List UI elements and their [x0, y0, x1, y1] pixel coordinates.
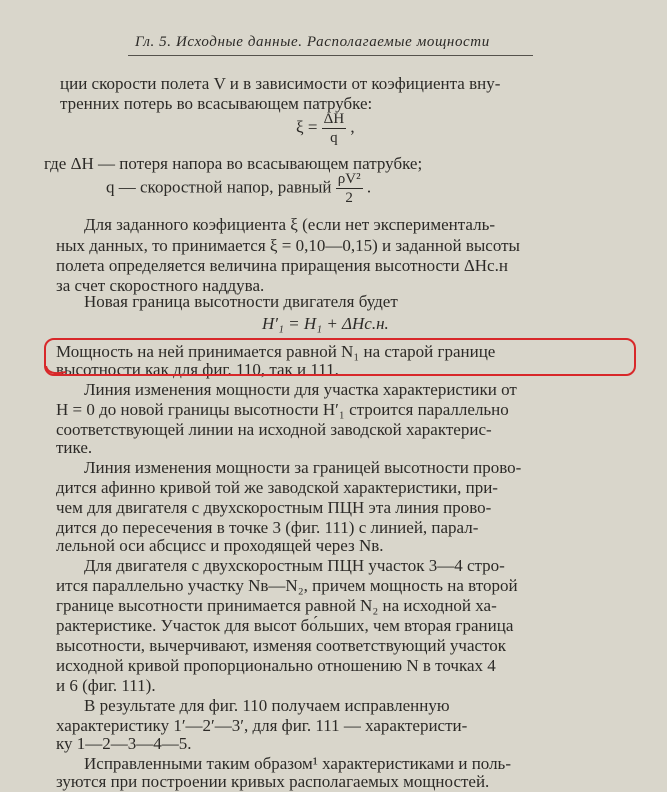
- text-line: характеристику 1′—2′—3′, для фиг. 111 — характеристи-: [56, 716, 468, 735]
- text-line: высотности как для фиг. 110, так и 111.: [56, 360, 339, 379]
- text-line: Линия изменения мощности для участка характеристики от: [84, 380, 517, 399]
- fraction: [322, 110, 346, 147]
- text-line: соответствующей линии на исходной заводской характерис-: [56, 420, 492, 439]
- formula-xi: [296, 110, 355, 147]
- text-line: чем для двигателя с двухскоростным ПЦН эта линия прово-: [56, 498, 492, 517]
- red-annotation-box: [44, 338, 636, 376]
- text-line: В результате для фиг. 110 получаем исправленную: [84, 696, 450, 715]
- text-line: Исправленными таким образом¹ характеристиками и поль-: [84, 754, 511, 773]
- text-line: Для заданного коэфициента ξ (если нет эксперименталь-: [84, 215, 495, 234]
- text-line: Линия изменения мощности за границей высотности прово-: [84, 458, 522, 477]
- fraction-denominator: q: [330, 130, 338, 146]
- header-rule: [128, 55, 533, 56]
- formula-tail: .: [366, 177, 372, 197]
- text-line: и 6 (фиг. 111).: [56, 676, 156, 695]
- formula-tail: ,: [350, 117, 355, 137]
- text-line: лельной оси абсцисс и проходящей через Nв.: [56, 536, 384, 555]
- text-line: ных данных, то принимается ξ = 0,10—0,15) и заданной высоты: [56, 236, 520, 255]
- text-line: полета определяется величина приращения высотности ΔHс.н: [56, 256, 508, 275]
- text-line: Для двигателя с двухскоростным ПЦН участок 3—4 стро-: [84, 556, 505, 575]
- text-line: границе высотности принимается равной N₂ на исходной ха-: [56, 596, 497, 615]
- text-line: Новая граница высотности двигателя будет: [84, 292, 398, 311]
- text-line: H = 0 до новой границы высотности H′₁ строится параллельно: [56, 400, 509, 419]
- text-line: где ΔH — потеря напора во всасывающем патрубке;: [44, 154, 423, 173]
- fraction-denominator: 2: [345, 190, 353, 206]
- text-line: зуются при построении кривых располагаемых мощностей.: [56, 772, 490, 791]
- text-line: высотности, вычерчивают, изменяя соответствующий участок: [56, 636, 507, 655]
- fraction: [336, 170, 363, 207]
- running-header: Гл. 5. Исходные данные. Располагаемые мощности: [135, 34, 490, 50]
- text-line: дится до пересечения в точке 3 (фиг. 111) с линией, парал-: [56, 518, 479, 537]
- formula-q: [106, 170, 371, 207]
- text-line: за счет скоростного наддува.: [56, 276, 265, 295]
- text-line: Мощность на ней принимается равной N₁ на старой границе: [56, 342, 496, 361]
- text-line: тике.: [56, 438, 93, 457]
- fraction-numerator: ΔH: [323, 111, 345, 127]
- text-line: дится афинно кривой той же заводской характеристики, при-: [56, 478, 498, 497]
- fraction-numerator: ρV²: [337, 171, 361, 187]
- formula-lhs: ξ =: [296, 117, 318, 137]
- red-annotation-tail: [44, 366, 66, 378]
- text-line: ку 1—2—3—4—5.: [56, 734, 192, 753]
- formula-text: q — скоростной напор, равный: [106, 177, 332, 197]
- text-line: ции скорости полета V и в зависимости от коэфициента вну-: [60, 74, 501, 93]
- text-line: исходной кривой пропорционально отношению N в точках 4: [56, 656, 496, 675]
- text-line: рактеристике. Участок для высот бо́льших, чем вторая граница: [56, 616, 514, 635]
- text-line: тренних потерь во всасывающем патрубке:: [60, 94, 373, 113]
- text-line: ится параллельно участку Nв—N₂, причем мощность на второй: [56, 576, 518, 595]
- formula-boundary: H′₁ = H₁ + ΔHс.н.: [262, 314, 389, 333]
